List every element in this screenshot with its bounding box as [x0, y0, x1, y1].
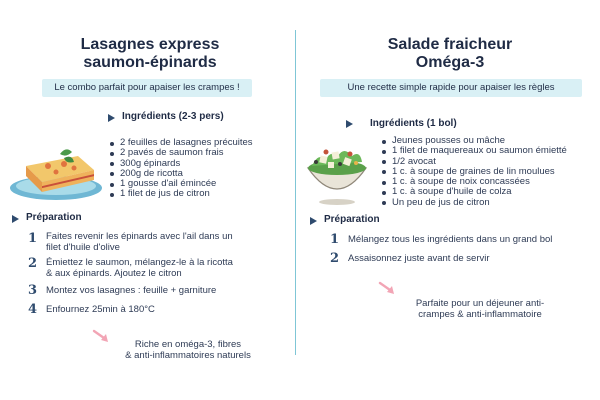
salade-recipe — [300, 0, 600, 400]
lasagnes-note: Riche en oméga-3, fibres & anti-inflammatoires naturels — [125, 339, 251, 361]
column-divider — [295, 30, 296, 355]
step-text: Émiettez le saumon, mélangez-le à la ricotta & aux épinards. Ajoutez le citron — [46, 257, 233, 279]
step-number: 2 — [330, 251, 340, 266]
list-item: 1 filet de jus de citron — [110, 189, 253, 199]
triangle-bullet-icon — [346, 120, 353, 128]
step-text: Montez vos lasagnes : feuille + garniture — [46, 285, 217, 296]
list-item: Un peu de jus de citron — [382, 198, 567, 208]
lasagnes-title: Lasagnes express saumon-épinards — [80, 36, 220, 71]
step-number: 3 — [28, 283, 38, 298]
step-number: 1 — [28, 231, 38, 246]
step-text: Faites revenir les épinards avec l'ail dans un filet d'huile d'olive — [46, 231, 233, 253]
salade-ingredients-list — [382, 136, 567, 208]
list-item: 300g épinards — [110, 159, 253, 169]
lasagnes-subtitle: Le combo parfait pour apaiser les crampes ! — [42, 79, 252, 97]
lasagna-illustration-icon — [8, 140, 104, 202]
salade-ingredients-heading: Ingrédients (1 bol) — [370, 118, 457, 129]
lasagnes-ingredients-list — [110, 138, 253, 200]
salad-bowl-illustration-icon — [302, 138, 372, 206]
triangle-bullet-icon — [108, 114, 115, 122]
list-item: 200g de ricotta — [110, 169, 253, 179]
list-item: 2 pavés de saumon frais — [110, 148, 253, 158]
list-item: 1/2 avocat — [382, 157, 567, 167]
salade-preparation-heading: Préparation — [324, 214, 380, 225]
triangle-bullet-icon — [310, 217, 317, 225]
list-item: 1 c. à soupe de graines de lin moulues — [382, 167, 567, 177]
salade-title: Salade fraicheur Oméga-3 — [387, 36, 513, 71]
list-item: 1 gousse d'ail émincée — [110, 179, 253, 189]
list-item: 2 feuilles de lasagnes précuites — [110, 138, 253, 148]
salade-subtitle: Une recette simple rapide pour apaiser les règles — [320, 79, 582, 97]
list-item: Jeunes pousses ou mâche — [382, 136, 567, 146]
salade-note: Parfaite pour un déjeuner anti- crampes & anti-inflammatoire — [415, 298, 545, 320]
step-number: 2 — [28, 256, 38, 271]
step-number: 1 — [330, 232, 340, 247]
list-item: 1 c. à soupe de noix concassées — [382, 177, 567, 187]
triangle-bullet-icon — [12, 215, 19, 223]
list-item: 1 filet de maquereaux ou saumon émietté — [382, 146, 567, 156]
step-text: Enfournez 25min à 180°C — [46, 304, 155, 315]
list-item: 1 c. à soupe d'huile de colza — [382, 187, 567, 197]
step-text: Mélangez tous les ingrédients dans un grand bol — [348, 234, 553, 245]
step-text: Assaisonnez juste avant de servir — [348, 253, 490, 264]
step-number: 4 — [28, 302, 38, 317]
pink-arrow-icon — [378, 280, 396, 296]
lasagnes-ingredients-heading: Ingrédients (2-3 pers) — [122, 111, 224, 122]
lasagnes-preparation-heading: Préparation — [26, 212, 82, 223]
